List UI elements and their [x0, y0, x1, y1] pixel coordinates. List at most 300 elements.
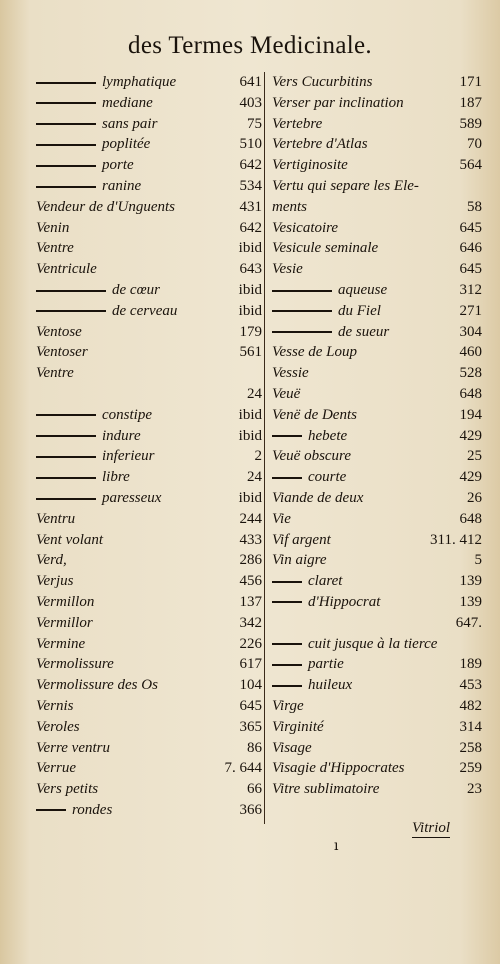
index-entry: [272, 280, 484, 301]
index-entry: [272, 550, 484, 571]
index-term: [36, 259, 97, 280]
right-index-column: [272, 72, 484, 800]
page-reference: 58: [467, 198, 482, 215]
index-term: [272, 571, 342, 592]
index-term-text: de cœur: [112, 281, 160, 298]
index-term: [272, 738, 312, 759]
index-entry: [272, 384, 484, 405]
page-reference: 24: [247, 469, 262, 486]
ditto-dash: [36, 310, 106, 312]
index-term: [36, 280, 160, 301]
index-term-text: de sueur: [338, 323, 390, 340]
ditto-dash: [272, 477, 302, 479]
index-term: [272, 654, 344, 675]
page-reference: 258: [459, 739, 482, 756]
page-reference: 643: [239, 261, 262, 278]
page-reference: 312: [459, 281, 482, 298]
ditto-dash: [36, 477, 96, 479]
signature-mark: ı: [334, 838, 339, 854]
index-term: [272, 509, 291, 530]
index-entry: [272, 155, 484, 176]
index-term-text: d'Hippocrat: [308, 593, 381, 610]
index-term-text: Vesicatoire: [272, 219, 339, 236]
index-term-text: Ventre: [36, 365, 74, 382]
index-entry: [36, 758, 264, 779]
page-reference: 104: [239, 677, 262, 694]
index-term-text: constipe: [102, 406, 152, 423]
ditto-dash: [36, 102, 96, 104]
index-term-text: Viande de deux: [272, 489, 364, 506]
page-reference: 187: [459, 94, 482, 111]
page-reference: ibid: [238, 240, 262, 257]
index-term: [272, 446, 351, 467]
page-reference: 189: [459, 656, 482, 673]
index-term-text: rondes: [72, 801, 113, 818]
index-term-text: Vermillor: [36, 614, 93, 631]
index-term-text: du Fiel: [338, 302, 381, 319]
index-term-text: paresseux: [102, 489, 162, 506]
ditto-dash: [36, 186, 96, 188]
index-entry: [36, 405, 264, 426]
index-term: [36, 93, 153, 114]
index-entry: [36, 384, 264, 405]
index-term-text: Vitre sublimatoire: [272, 781, 380, 798]
index-entry: [36, 218, 264, 239]
ditto-dash: [272, 310, 332, 312]
index-entry: [36, 592, 264, 613]
index-entry: [272, 738, 484, 759]
index-entry: [36, 509, 264, 530]
page-reference: 179: [239, 323, 262, 340]
index-term-text: Ventricule: [36, 261, 97, 278]
page-reference: 342: [239, 614, 262, 631]
index-entry: [272, 758, 484, 779]
page-reference: 244: [239, 510, 262, 527]
index-entry: [36, 571, 264, 592]
index-entry: [36, 488, 264, 509]
ditto-dash: [36, 165, 96, 167]
index-term: [36, 509, 75, 530]
index-term-text: Vertebre d'Atlas: [272, 136, 368, 153]
index-term: [36, 738, 110, 759]
index-entry: [36, 467, 264, 488]
index-term-text: Ventru: [36, 510, 76, 527]
page-reference: 25: [467, 448, 482, 465]
index-term-text: Veuë: [272, 385, 301, 402]
page-reference: ibid: [238, 406, 262, 423]
page-reference: 456: [239, 573, 262, 590]
index-term-text: Vesie: [272, 261, 303, 278]
index-term-text: Venë de Dents: [272, 406, 357, 423]
left-index-column: [36, 72, 264, 821]
index-term-text: Visage: [272, 739, 312, 756]
page-reference: 366: [239, 801, 262, 818]
index-term-text: Visagie d'Hippocrates: [272, 760, 405, 777]
ditto-dash: [36, 82, 96, 84]
index-entry: [36, 654, 264, 675]
index-term-text: cuit jusque à la tierce: [308, 635, 438, 652]
index-entry: [272, 176, 484, 197]
index-entry: [272, 634, 484, 655]
index-term: [36, 197, 175, 218]
index-entry: [36, 675, 264, 696]
index-entry: [272, 259, 484, 280]
index-term: [36, 322, 82, 343]
index-entry: [272, 322, 484, 343]
index-term: [272, 634, 437, 655]
index-term: [36, 800, 112, 821]
index-entry: [36, 93, 264, 114]
page-reference: 2: [254, 448, 262, 465]
page-reference: 648: [459, 385, 482, 402]
index-term: [36, 571, 74, 592]
index-term-text: Vers petits: [36, 781, 99, 798]
index-term-text: ranine: [102, 177, 142, 194]
index-entry: [272, 509, 484, 530]
page-reference: 5: [474, 552, 482, 569]
index-term: [36, 654, 114, 675]
index-term: [272, 530, 331, 551]
index-entry: [36, 446, 264, 467]
index-term: [36, 134, 150, 155]
index-term: [36, 592, 94, 613]
page-reference: 86: [247, 739, 262, 756]
index-term-text: Vermolissure des Os: [36, 677, 158, 694]
index-term-text: Vendeur de d'Unguents: [36, 198, 176, 215]
index-entry: [272, 779, 484, 800]
index-term: [272, 197, 307, 218]
index-term-text: Vertebre: [272, 115, 323, 132]
ditto-dash: [272, 581, 302, 583]
column-divider: [264, 72, 265, 824]
index-entry: [272, 613, 484, 634]
index-term: [36, 779, 98, 800]
index-entry: [272, 301, 484, 322]
index-entry: [272, 342, 484, 363]
page-reference: 534: [239, 177, 262, 194]
index-term-text: de cerveau: [112, 302, 178, 319]
page-reference: 304: [459, 323, 482, 340]
index-entry: [272, 238, 484, 259]
index-term-text: Verd,: [36, 552, 67, 569]
index-term-text: mediane: [102, 94, 153, 111]
index-term: [36, 717, 80, 738]
page-reference: 137: [239, 593, 262, 610]
index-term-text: Verjus: [36, 573, 74, 590]
index-entry: [36, 259, 264, 280]
index-entry: [272, 467, 484, 488]
index-term-text: hebete: [308, 427, 348, 444]
index-term-text: claret: [308, 573, 343, 590]
index-term: [272, 488, 363, 509]
page-reference: 431: [239, 198, 262, 215]
index-entry: [36, 530, 264, 551]
index-term-text: aqueuse: [338, 281, 388, 298]
index-entry: [272, 446, 484, 467]
index-term: [272, 93, 404, 114]
index-entry: [36, 738, 264, 759]
page-reference: 561: [239, 344, 262, 361]
index-term: [36, 238, 74, 259]
index-term: [272, 758, 405, 779]
index-term-text: libre: [102, 469, 130, 486]
index-term: [272, 259, 303, 280]
page-reference: 429: [459, 427, 482, 444]
page-reference: 645: [459, 219, 482, 236]
index-term: [36, 758, 76, 779]
index-entry: [36, 301, 264, 322]
page-reference: 433: [239, 531, 262, 548]
index-term: [36, 488, 161, 509]
index-term-text: indure: [102, 427, 141, 444]
ditto-dash: [272, 685, 302, 687]
page-reference: 314: [459, 718, 482, 735]
page-reference: 7. 644: [224, 760, 262, 777]
index-term: [36, 426, 141, 447]
index-entry: [272, 571, 484, 592]
index-term: [36, 446, 155, 467]
index-term: [272, 134, 368, 155]
index-entry: [272, 114, 484, 135]
index-term-text: courte: [308, 469, 347, 486]
index-term-text: Ventoser: [36, 344, 88, 361]
index-entry: [272, 405, 484, 426]
ditto-dash: [272, 331, 332, 333]
page-reference: 66: [247, 781, 262, 798]
index-entry: [36, 342, 264, 363]
index-entry: [36, 426, 264, 447]
index-entry: [272, 363, 484, 384]
ditto-dash: [36, 456, 96, 458]
page-reference: 403: [239, 94, 262, 111]
index-term-text: lymphatique: [102, 74, 177, 90]
index-term-text: Vesse de Loup: [272, 344, 357, 361]
page-reference: 482: [459, 697, 482, 714]
index-term: [36, 72, 176, 93]
index-term: [36, 363, 74, 384]
page-reference: ibid: [238, 281, 262, 298]
page-reference: ibid: [238, 302, 262, 319]
index-term-text: Vers Cucurbitins: [272, 74, 373, 90]
index-term: [272, 114, 322, 135]
index-term: [272, 467, 346, 488]
index-entry: [272, 426, 484, 447]
index-entry: [36, 779, 264, 800]
index-term: [272, 550, 327, 571]
index-entry: [36, 363, 264, 384]
index-term: [272, 342, 357, 363]
index-entry: [36, 238, 264, 259]
page-header: des Termes Medicinale.: [128, 32, 372, 59]
index-term: [36, 342, 88, 363]
page-reference: 226: [239, 635, 262, 652]
page-reference: 259: [459, 760, 482, 777]
page-reference: 26: [467, 489, 482, 506]
index-term-text: Vent volant: [36, 531, 104, 548]
page-reference: 171: [459, 74, 482, 90]
index-term-text: Vermillon: [36, 593, 95, 610]
page-reference: 286: [239, 552, 262, 569]
index-entry: [36, 550, 264, 571]
ditto-dash: [272, 435, 302, 437]
index-entry: [272, 218, 484, 239]
page-reference: 510: [239, 136, 262, 153]
index-entry: [36, 800, 264, 821]
page-reference: 75: [247, 115, 262, 132]
index-term: [272, 675, 352, 696]
page-reference: 23: [467, 781, 482, 798]
index-term-text: Venin: [36, 219, 70, 236]
page-reference: 589: [459, 115, 482, 132]
index-entry: [36, 176, 264, 197]
ditto-dash: [272, 290, 332, 292]
index-term: [36, 218, 69, 239]
ditto-dash: [36, 290, 106, 292]
page-reference: 139: [459, 573, 482, 590]
index-term: [36, 176, 141, 197]
index-term: [272, 72, 372, 93]
page-reference: 646: [459, 240, 482, 257]
page-reference: 641: [239, 74, 262, 90]
page-reference: ibid: [238, 489, 262, 506]
index-term: [272, 176, 419, 197]
ditto-dash: [36, 144, 96, 146]
index-entry: [272, 696, 484, 717]
index-term-text: Verre ventru: [36, 739, 111, 756]
index-term-text: Verser par inclination: [272, 94, 404, 111]
index-term-text: Vermolissure: [36, 656, 114, 673]
ditto-dash: [272, 664, 302, 666]
index-term-text: partie: [308, 656, 344, 673]
index-term-text: Vertiginosite: [272, 157, 348, 174]
ditto-dash: [36, 435, 96, 437]
ditto-dash: [272, 601, 302, 603]
index-entry: [36, 155, 264, 176]
page-reference: 617: [239, 656, 262, 673]
index-term-text: Vernis: [36, 697, 74, 714]
index-entry: [36, 634, 264, 655]
index-entry: [272, 654, 484, 675]
index-term: [36, 405, 152, 426]
index-term: [272, 155, 348, 176]
index-term: [36, 634, 85, 655]
page-reference: 645: [459, 261, 482, 278]
page-reference: 460: [459, 344, 482, 361]
page-reference: 647.: [455, 614, 482, 631]
index-term: [36, 530, 103, 551]
index-entry: [36, 322, 264, 343]
index-term: [36, 301, 177, 322]
page-reference: 528: [459, 365, 482, 382]
index-term: [272, 238, 378, 259]
index-term-text: ments: [272, 198, 307, 215]
index-term-text: Vesicule seminale: [272, 240, 379, 257]
index-term: [272, 301, 381, 322]
index-term-text: Virge: [272, 697, 304, 714]
index-term: [272, 322, 389, 343]
ditto-dash: [272, 643, 302, 645]
index-entry: [36, 114, 264, 135]
page-reference: 645: [239, 697, 262, 714]
index-term-text: sans pair: [102, 115, 158, 132]
index-entry: [36, 717, 264, 738]
index-term: [36, 613, 93, 634]
page-reference: 271: [459, 302, 482, 319]
index-term-text: Virginité: [272, 718, 324, 735]
page-reference: 70: [467, 136, 482, 153]
index-term-text: inferieur: [102, 448, 155, 465]
index-entry: [36, 613, 264, 634]
index-term: [272, 384, 300, 405]
index-entry: [36, 72, 264, 93]
index-term: [272, 218, 338, 239]
index-entry: [36, 280, 264, 301]
index-term-text: Veuë obscure: [272, 448, 351, 465]
index-term: [36, 114, 157, 135]
index-entry: [272, 675, 484, 696]
index-term-text: porte: [102, 157, 134, 174]
index-entry: [272, 488, 484, 509]
page-reference: 24: [247, 385, 262, 402]
index-entry: [272, 592, 484, 613]
index-term: [36, 467, 130, 488]
ditto-dash: [36, 414, 96, 416]
index-entry: [272, 93, 484, 114]
index-term-text: Verrue: [36, 760, 76, 777]
index-term-text: Ventose: [36, 323, 82, 340]
index-entry: [36, 197, 264, 218]
index-term: [36, 155, 134, 176]
index-entry: [272, 717, 484, 738]
index-term-text: Veroles: [36, 718, 80, 735]
index-entry: [36, 134, 264, 155]
index-term-text: Vie: [272, 510, 291, 527]
index-term-text: Vin aigre: [272, 552, 327, 569]
index-term-text: Vessie: [272, 365, 309, 382]
index-term: [36, 675, 158, 696]
ditto-dash: [36, 498, 96, 500]
index-term: [36, 696, 74, 717]
index-term: [36, 550, 67, 571]
catchword: Vitriol: [412, 820, 451, 836]
index-term-text: Ventre: [36, 240, 74, 257]
page-reference: 648: [459, 510, 482, 527]
index-entry: [36, 696, 264, 717]
index-term: [272, 405, 357, 426]
index-term: [272, 717, 324, 738]
page-reference: 642: [239, 219, 262, 236]
ditto-dash: [36, 809, 66, 811]
page-reference: 564: [459, 157, 482, 174]
page-reference: 642: [239, 157, 262, 174]
index-term: [272, 592, 380, 613]
page-reference: 365: [239, 718, 262, 735]
page-reference: 429: [459, 469, 482, 486]
index-entry: [272, 197, 484, 218]
page-reference: ibid: [238, 427, 262, 444]
ditto-dash: [36, 123, 96, 125]
index-entry: [272, 72, 484, 93]
index-term: [272, 363, 309, 384]
index-term-text: Vif argent: [272, 531, 331, 548]
index-term: [272, 696, 304, 717]
index-term: [272, 280, 387, 301]
index-term-text: huileux: [308, 677, 353, 694]
index-entry: [272, 134, 484, 155]
index-term: [272, 426, 347, 447]
index-term-text: poplitée: [102, 136, 151, 153]
page-reference: 311. 412: [430, 531, 482, 548]
